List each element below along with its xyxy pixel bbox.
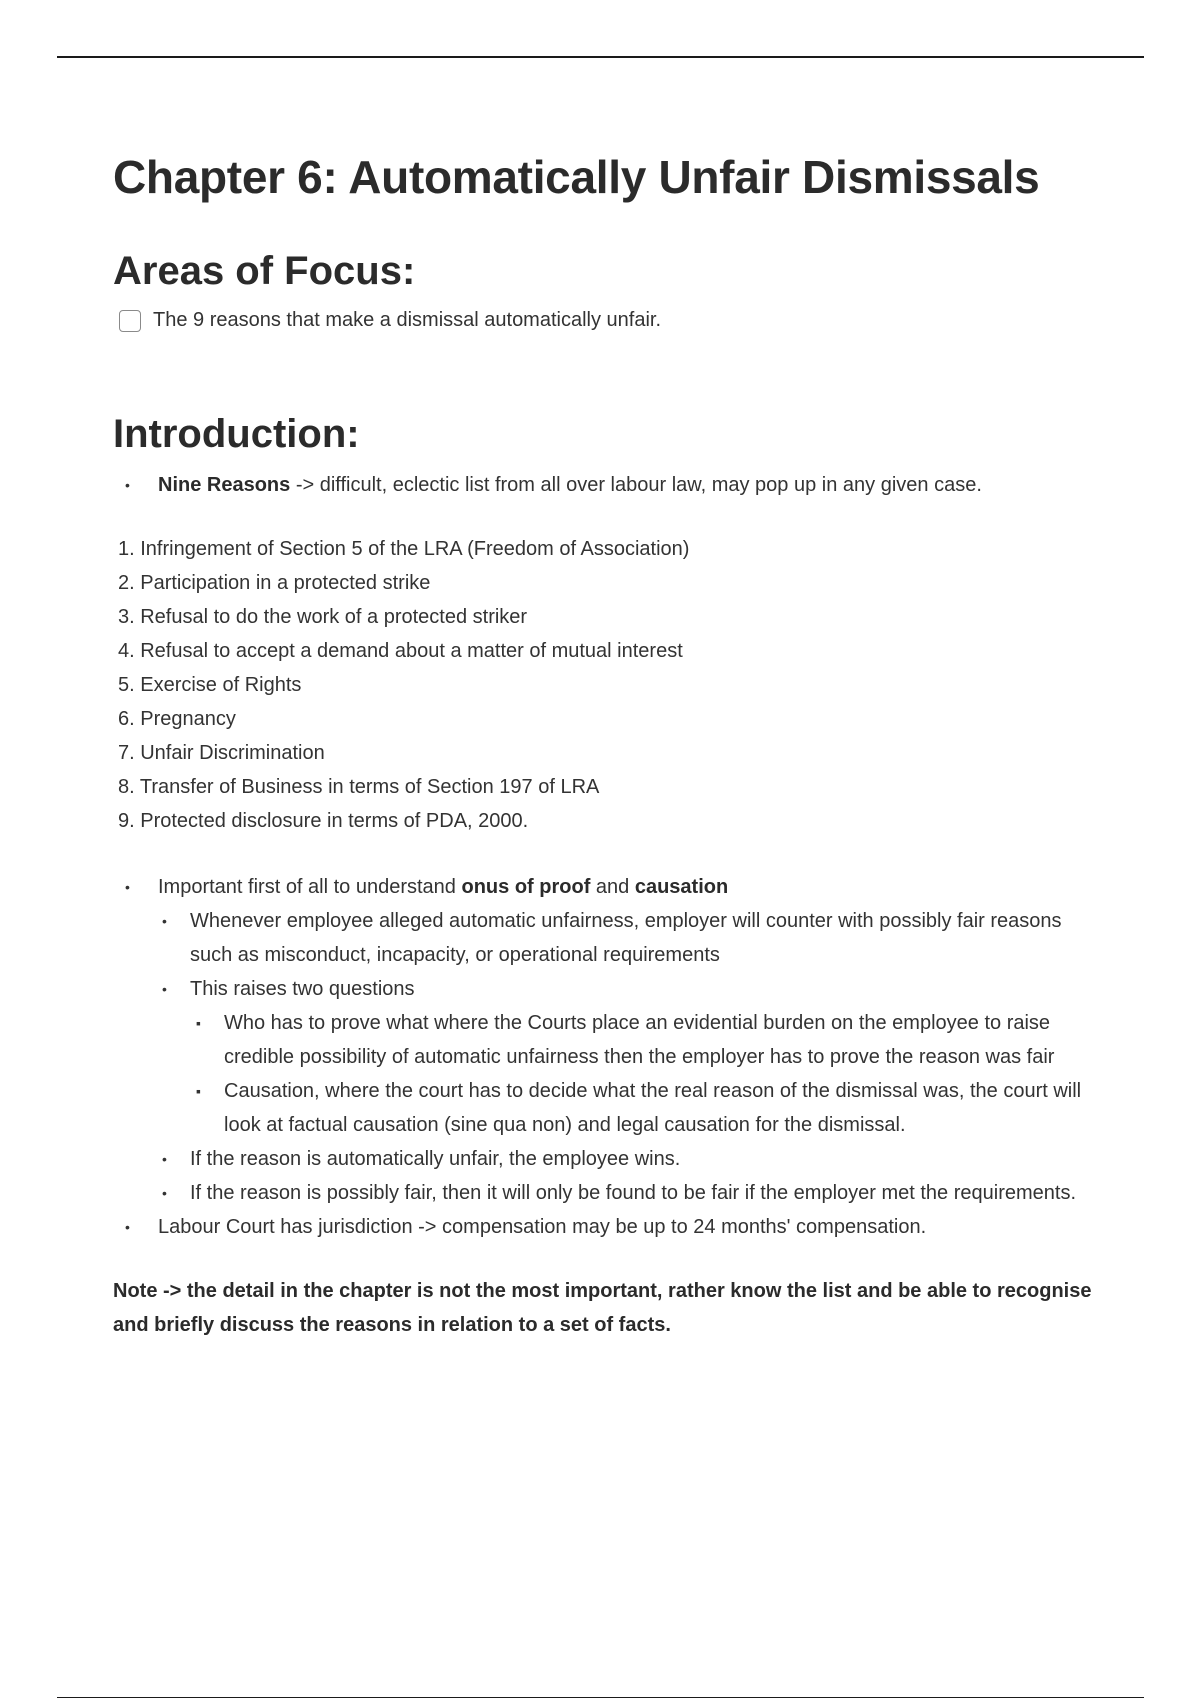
- list-item-text: If the reason is automatically unfair, the employee wins.: [190, 1148, 681, 1171]
- list-item: [158, 1142, 1103, 1176]
- intro-bullet-list: [113, 468, 1103, 502]
- reason-item: 1. Infringement of Section 5 of the LRA (Freedom of Association): [118, 538, 690, 561]
- list-item-text: This raises two questions: [190, 978, 415, 1001]
- onus-of-proof-label: onus of proof: [461, 876, 591, 899]
- bullet-square-icon: ▪: [196, 1015, 201, 1032]
- bottom-divider: [57, 1697, 1144, 1698]
- questions-sub-list: [190, 1006, 1103, 1142]
- bullet-icon: •: [125, 1219, 130, 1236]
- page-title: Chapter 6: Automatically Unfair Dismissals: [113, 151, 1040, 203]
- list-item: [158, 972, 1103, 1142]
- list-item: [113, 870, 1103, 1210]
- areas-of-focus-heading: Areas of Focus:: [113, 249, 416, 294]
- nine-reasons-label: Nine Reasons: [158, 474, 291, 497]
- reason-item: 4. Refusal to accept a demand about a matter of mutual interest: [118, 640, 683, 663]
- reasons-list: [113, 532, 1103, 838]
- reason-item: 5. Exercise of Rights: [118, 674, 302, 697]
- list-item: [190, 1074, 1103, 1142]
- causation-label: causation: [634, 876, 729, 899]
- introduction-heading: Introduction:: [113, 412, 360, 457]
- list-item: [113, 468, 1103, 502]
- chapter-note: Note -> the detail in the chapter is not the most important, rather know the list and be able to recognise and briefly discuss the reasons in relation to a set of facts.: [113, 1280, 1092, 1337]
- list-item: [190, 1006, 1103, 1074]
- bullet-icon: •: [125, 879, 130, 896]
- document-body: [113, 150, 1103, 1362]
- list-item-text: If the reason is possibly fair, then it will only be found to be fair if the employer met the requirements.: [190, 1182, 1077, 1205]
- onus-lead-text: Important first of all to understand: [158, 876, 462, 899]
- nine-reasons-text: -> difficult, eclectic list from all over labour law, may pop up in any given case.: [290, 474, 982, 497]
- todo-checkbox[interactable]: [119, 310, 141, 332]
- bullet-icon: •: [162, 1185, 167, 1202]
- focus-todo-item: [113, 309, 1103, 332]
- top-divider: [57, 56, 1144, 58]
- list-item: [158, 1176, 1103, 1210]
- onus-sub-list: [158, 904, 1103, 1210]
- bullet-square-icon: ▪: [196, 1083, 201, 1100]
- bullet-icon: •: [162, 981, 167, 998]
- list-item: [113, 1210, 1103, 1244]
- reason-item: 3. Refusal to do the work of a protected striker: [118, 606, 528, 629]
- todo-text: The 9 reasons that make a dismissal automatically unfair.: [153, 309, 662, 332]
- reason-item: 2. Participation in a protected strike: [118, 572, 431, 595]
- list-item-text: Labour Court has jurisdiction -> compensation may be up to 24 months' compensation.: [158, 1216, 927, 1239]
- list-item: [158, 904, 1103, 972]
- reason-item: 7. Unfair Discrimination: [118, 742, 325, 765]
- bullet-icon: •: [125, 477, 130, 494]
- list-item-text: Whenever employee alleged automatic unfairness, employer will counter with possibly fair reasons such as misconduct, incapacity, or operational requirements: [190, 910, 1062, 967]
- onus-bullet-list: [113, 870, 1103, 1244]
- list-item-text: Causation, where the court has to decide what the real reason of the dismissal was, the court will look at factual causation (sine qua non) and legal causation for the dismissal.: [224, 1080, 1082, 1137]
- bullet-icon: •: [162, 913, 167, 930]
- reason-item: 9. Protected disclosure in terms of PDA, 2000.: [118, 810, 529, 833]
- reason-item: 6. Pregnancy: [118, 708, 236, 731]
- bullet-icon: •: [162, 1151, 167, 1168]
- reason-item: 8. Transfer of Business in terms of Section 197 of LRA: [118, 776, 600, 799]
- list-item-text: Who has to prove what where the Courts place an evidential burden on the employee to raise credible possibility of automatic unfairness then the employer has to prove the reason was fair: [224, 1012, 1055, 1069]
- onus-and-text: and: [590, 876, 635, 899]
